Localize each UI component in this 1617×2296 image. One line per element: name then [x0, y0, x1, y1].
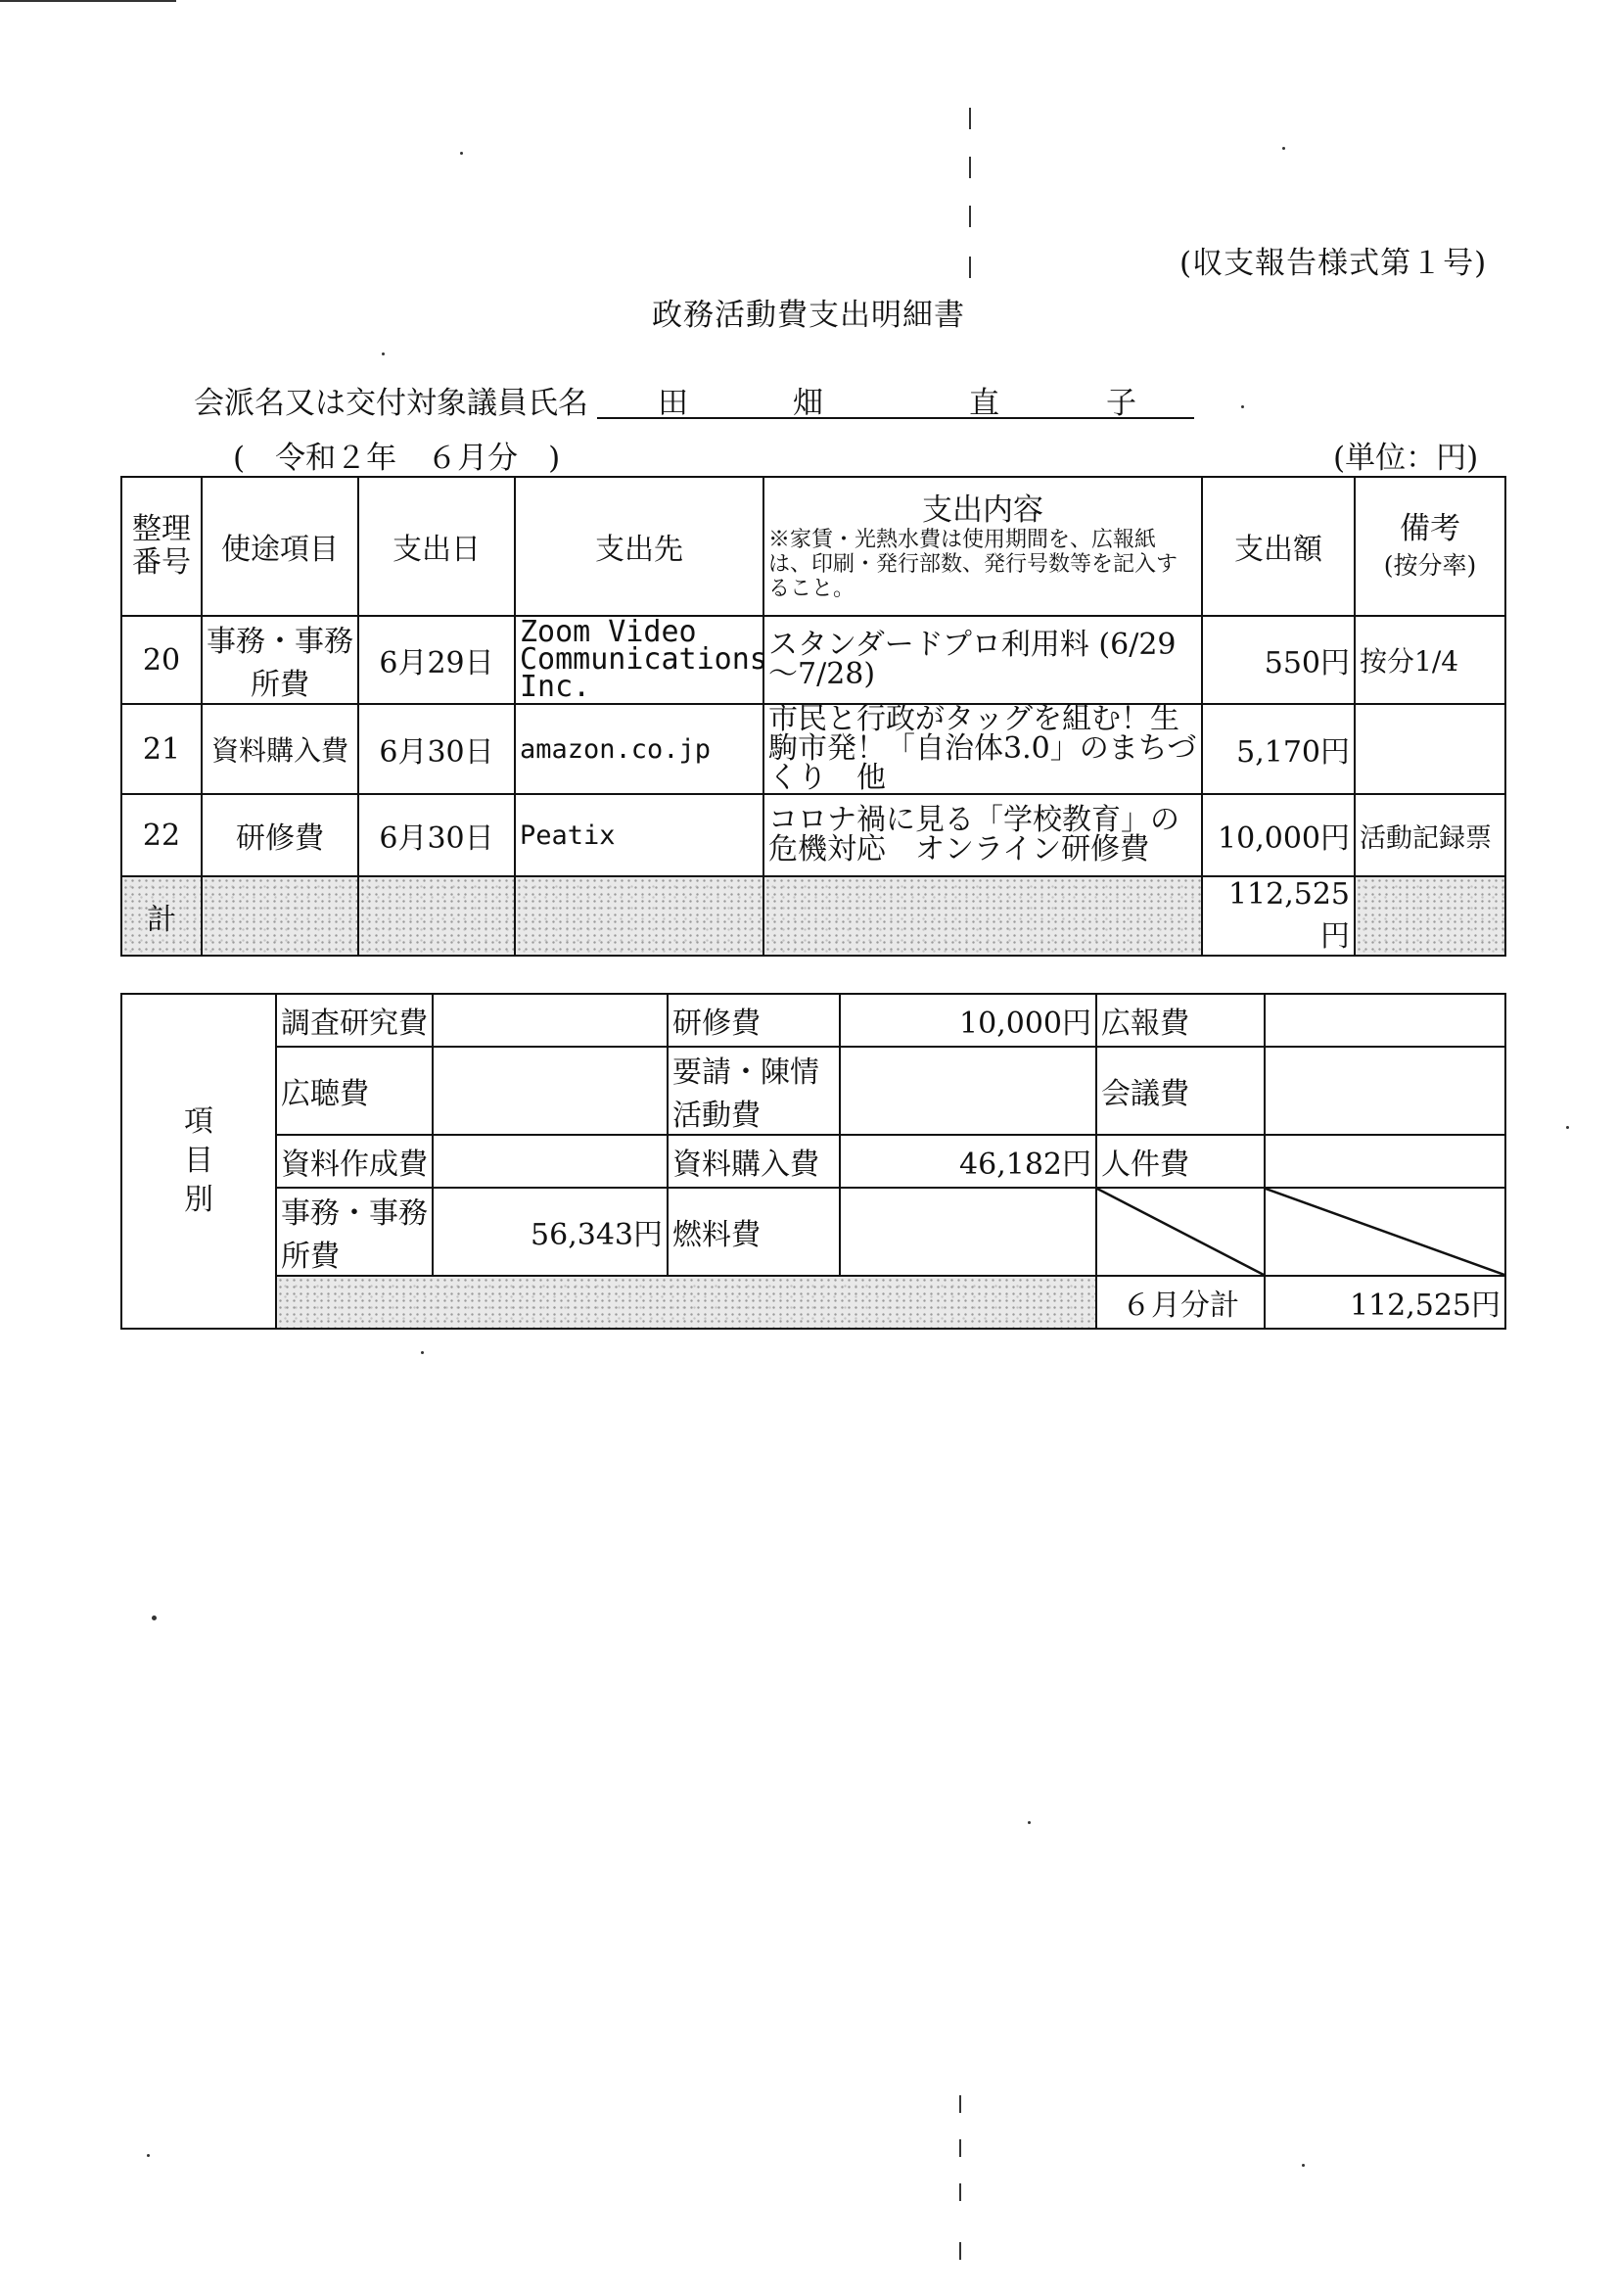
total-label: 計	[121, 876, 202, 956]
scan-speck	[460, 152, 463, 155]
scan-speck	[147, 2154, 150, 2157]
row-date: 6月30日	[358, 704, 515, 794]
scan-speck	[1566, 1126, 1569, 1129]
summary-label: 広聴費	[276, 1047, 433, 1135]
header-remarks-title: 備考	[1400, 511, 1460, 546]
scan-mark	[959, 2095, 961, 2113]
total-amount: 112,525円	[1202, 876, 1355, 956]
table-row	[121, 704, 1505, 794]
member-name	[597, 378, 1194, 419]
header-payee: 支出先	[515, 477, 763, 616]
shaded-cell	[276, 1276, 1096, 1329]
summary-value	[1265, 994, 1505, 1047]
summary-row	[121, 1047, 1505, 1135]
row-category: 研修費	[202, 794, 358, 876]
scan-speck	[1241, 405, 1244, 408]
summary-label: 要請・陳情活動費	[668, 1047, 840, 1135]
summary-label: 事務・事務所費	[276, 1188, 433, 1276]
row-remarks	[1355, 704, 1505, 794]
row-category: 資料購入費	[202, 704, 358, 794]
month-total-label: ６月分計	[1096, 1276, 1265, 1329]
member-name-char: 田	[658, 386, 688, 421]
row-category: 事務・事務所費	[202, 616, 358, 704]
row-payee: amazon.co.jp	[515, 704, 763, 794]
period: ( 令和２年 ６月分 )	[233, 441, 561, 476]
summary-value: 46,182円	[840, 1135, 1096, 1188]
header-category: 使途項目	[202, 477, 358, 616]
shaded-cell	[515, 876, 763, 956]
header-row	[121, 477, 1505, 616]
row-content: 市民と行政がタッグを組む！生駒市発！「自治体3.0」のまちづくり 他	[763, 704, 1202, 794]
struck-cell	[1265, 1188, 1505, 1276]
scan-edge	[0, 0, 176, 2]
scan-speck	[1302, 2164, 1305, 2167]
summary-value	[433, 1135, 668, 1188]
summary-total-row	[121, 1276, 1505, 1329]
row-payee: Zoom Video Communications Inc.	[515, 616, 763, 704]
month-total-value: 112,525円	[1265, 1276, 1505, 1329]
row-amount: 10,000円	[1202, 794, 1355, 876]
header-remarks	[1355, 477, 1505, 616]
shaded-cell	[202, 876, 358, 956]
member-name-char: 子	[1106, 386, 1136, 421]
scan-mark	[959, 2139, 961, 2157]
scan-mark	[959, 2183, 961, 2201]
summary-value	[433, 1047, 668, 1135]
summary-row	[121, 1135, 1505, 1188]
header-number: 整理番号	[121, 477, 202, 616]
scan-mark	[969, 257, 971, 278]
scan-mark	[969, 157, 971, 178]
summary-side-label: 項目別	[121, 994, 276, 1329]
summary-label: 調査研究費	[276, 994, 433, 1047]
scan-speck	[1282, 147, 1285, 150]
scan-speck	[382, 352, 385, 355]
expenditure-table	[120, 476, 1506, 957]
row-payee: Peatix	[515, 794, 763, 876]
scan-speck	[152, 1616, 157, 1620]
scan-mark	[959, 2242, 961, 2260]
summary-label: 燃料費	[668, 1188, 840, 1276]
row-number: 22	[121, 794, 202, 876]
summary-value	[1265, 1135, 1505, 1188]
summary-row	[121, 994, 1505, 1047]
shaded-cell	[1355, 876, 1505, 956]
summary-value	[840, 1188, 1096, 1276]
form-number: (収支報告様式第１号)	[1179, 246, 1488, 281]
row-remarks: 按分1/4	[1355, 616, 1505, 704]
summary-label: 会議費	[1096, 1047, 1265, 1135]
summary-label: 広報費	[1096, 994, 1265, 1047]
document-title: 政務活動費支出明細書	[652, 298, 965, 333]
shaded-cell	[763, 876, 1202, 956]
row-content: スタンダードプロ利用料 (6/29～7/28)	[763, 616, 1202, 704]
row-amount: 5,170円	[1202, 704, 1355, 794]
row-content: コロナ禍に見る「学校教育」の危機対応 オンライン研修費	[763, 794, 1202, 876]
table-row	[121, 794, 1505, 876]
header-amount: 支出額	[1202, 477, 1355, 616]
header-content	[763, 477, 1202, 616]
header-content-title: 支出内容	[922, 492, 1043, 528]
row-number: 21	[121, 704, 202, 794]
scan-speck	[1028, 1821, 1031, 1824]
summary-value: 10,000円	[840, 994, 1096, 1047]
header-date: 支出日	[358, 477, 515, 616]
shaded-cell	[358, 876, 515, 956]
member-label: 会派名又は交付対象議員氏名	[194, 386, 588, 421]
summary-label: 人件費	[1096, 1135, 1265, 1188]
header-content-note: ※家賃・光熱水費は使用期間を、広報紙は、印刷・発行部数、発行号数等を記入すること。	[768, 527, 1178, 601]
scan-mark	[969, 108, 971, 129]
struck-cell	[1096, 1188, 1265, 1276]
header-remarks-sub: (按分率)	[1383, 551, 1477, 580]
member-name-char: 直	[969, 386, 999, 421]
total-row	[121, 876, 1505, 956]
summary-label: 研修費	[668, 994, 840, 1047]
summary-row	[121, 1188, 1505, 1276]
row-date: 6月29日	[358, 616, 515, 704]
row-number: 20	[121, 616, 202, 704]
unit-label: (単位：円)	[1333, 441, 1479, 476]
summary-value	[433, 994, 668, 1047]
row-remarks: 活動記録票	[1355, 794, 1505, 876]
summary-value	[1265, 1047, 1505, 1135]
summary-label: 資料購入費	[668, 1135, 840, 1188]
row-amount: 550円	[1202, 616, 1355, 704]
scan-speck	[421, 1351, 424, 1354]
summary-label: 資料作成費	[276, 1135, 433, 1188]
summary-table	[120, 993, 1506, 1330]
row-date: 6月30日	[358, 794, 515, 876]
summary-value: 56,343円	[433, 1188, 668, 1276]
table-row	[121, 616, 1505, 704]
member-name-char: 畑	[793, 386, 823, 421]
summary-value	[840, 1047, 1096, 1135]
scan-mark	[969, 206, 971, 227]
